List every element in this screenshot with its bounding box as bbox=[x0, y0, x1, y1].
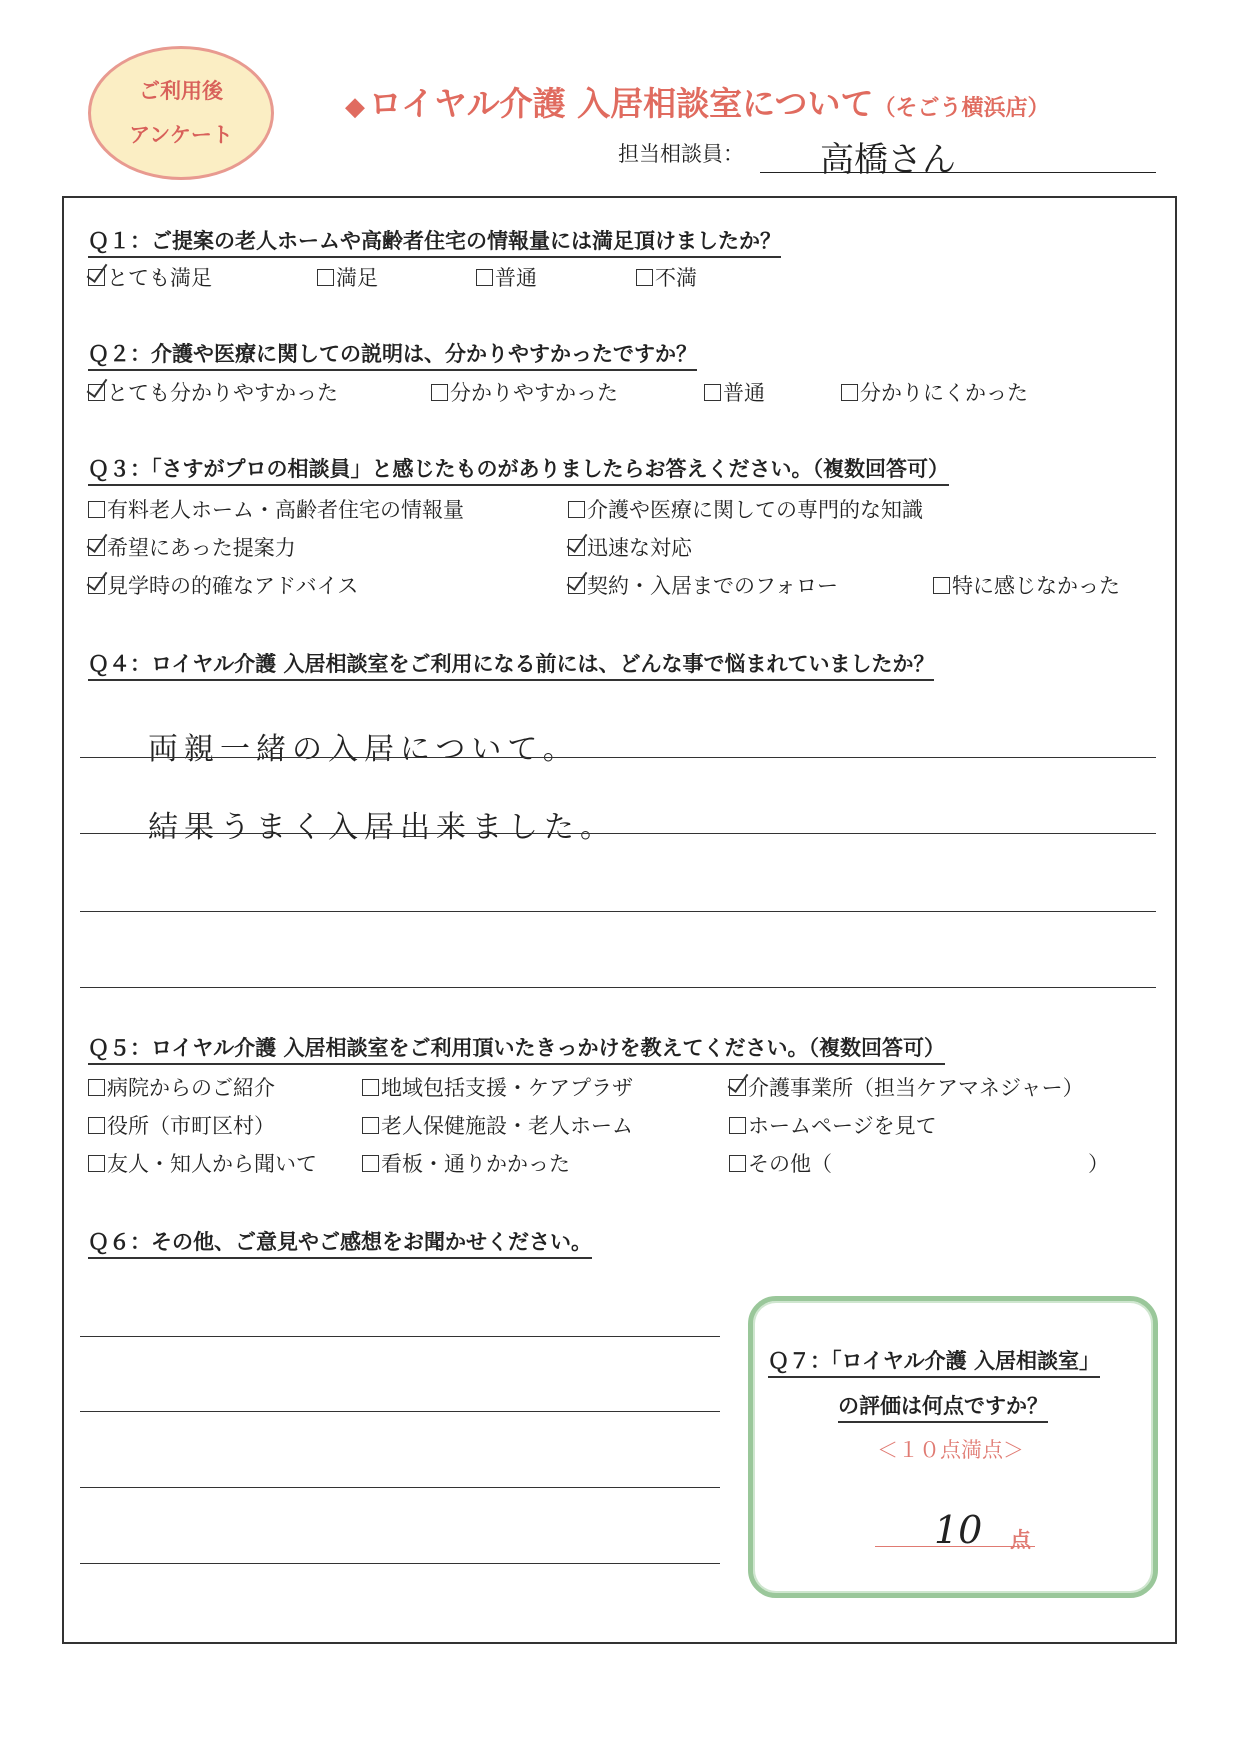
page-title bbox=[345, 78, 1050, 125]
checkbox-checked-icon bbox=[88, 577, 105, 594]
q7-question-line2: の評価は何点ですか？ bbox=[838, 1390, 1048, 1423]
checkbox-icon bbox=[362, 1155, 379, 1172]
q4-question: Ｑ４：ロイヤル介護 入居相談室をご利用になる前には、どんな事で悩まれていましたか？ bbox=[88, 648, 934, 681]
checkbox-icon bbox=[933, 577, 950, 594]
q1-question: Ｑ１：ご提案の老人ホームや高齢者住宅の情報量には満足頂けましたか？ bbox=[88, 225, 781, 258]
q1-option-normal[interactable]: 普通 bbox=[476, 262, 537, 292]
checkbox-checked-icon bbox=[729, 1079, 746, 1096]
q5-option-city-office[interactable]: 役所（市町区村） bbox=[88, 1110, 275, 1140]
checkbox-icon bbox=[88, 1155, 105, 1172]
survey-badge bbox=[88, 46, 274, 180]
q7-score-unit: 点 bbox=[1010, 1528, 1031, 1552]
title-subtitle: （そごう横浜店） bbox=[873, 96, 1050, 121]
q2-option-unclear[interactable]: 分かりにくかった bbox=[841, 377, 1028, 407]
q7-score-underline bbox=[875, 1546, 1035, 1547]
q6-write-line bbox=[80, 1487, 720, 1488]
q4-write-line bbox=[80, 833, 1156, 834]
q6-write-line bbox=[80, 1563, 720, 1564]
q5-option-signboard[interactable]: 看板・通りかかった bbox=[362, 1148, 570, 1178]
q1-option-satisfied[interactable]: 満足 bbox=[317, 262, 378, 292]
checkbox-icon bbox=[636, 269, 653, 286]
q5-option-care-office[interactable]: 介護事業所（担当ケアマネジャー） bbox=[729, 1072, 1084, 1102]
checkbox-icon bbox=[729, 1155, 746, 1172]
q4-write-line bbox=[80, 757, 1156, 758]
q5-option-care-facility[interactable]: 老人保健施設・老人ホーム bbox=[362, 1110, 633, 1140]
q2-option-very-clear[interactable]: とても分かりやすかった bbox=[88, 377, 338, 407]
q3-option-expert-knowledge[interactable]: 介護や医療に関しての専門的な知識 bbox=[568, 494, 923, 524]
badge-line1: ご利用後 bbox=[139, 79, 223, 103]
q3-option-proposal[interactable]: 希望にあった提案力 bbox=[88, 532, 296, 562]
q6-write-line bbox=[80, 1336, 720, 1337]
badge-line2: アンケート bbox=[129, 123, 233, 147]
q3-option-quick-response[interactable]: 迅速な対応 bbox=[568, 532, 692, 562]
checkbox-checked-icon bbox=[88, 539, 105, 556]
checkbox-icon bbox=[729, 1117, 746, 1134]
diamond-icon: ◆ bbox=[345, 92, 365, 122]
q5-other-close: ） bbox=[1088, 1152, 1109, 1176]
q5-option-other[interactable]: その他（ bbox=[729, 1148, 832, 1178]
counselor-underline bbox=[760, 172, 1156, 173]
checkbox-icon bbox=[362, 1117, 379, 1134]
q7-score: 10 bbox=[934, 1508, 983, 1552]
checkbox-icon bbox=[317, 269, 334, 286]
q5-option-hospital[interactable]: 病院からのご紹介 bbox=[88, 1072, 275, 1102]
q1-option-dissatisfied[interactable]: 不満 bbox=[636, 262, 697, 292]
checkbox-checked-icon bbox=[88, 269, 105, 286]
q4-answer-line1: 両親一緒の入居について。 bbox=[148, 732, 579, 767]
checkbox-checked-icon bbox=[88, 384, 105, 401]
q7-question-line1: Ｑ７：「ロイヤル介護 入居相談室」 bbox=[768, 1345, 1100, 1378]
checkbox-icon bbox=[88, 1079, 105, 1096]
q5-question: Ｑ５：ロイヤル介護 入居相談室をご利用頂いたきっかけを教えてください。（複数回答可） bbox=[88, 1032, 945, 1065]
checkbox-checked-icon bbox=[568, 577, 585, 594]
checkbox-icon bbox=[362, 1079, 379, 1096]
q4-write-line bbox=[80, 911, 1156, 912]
checkbox-icon bbox=[704, 384, 721, 401]
q7-max-note: ＜１０点満点＞ bbox=[877, 1438, 1024, 1462]
q2-question: Ｑ２：介護や医療に関しての説明は、分かりやすかったですか？ bbox=[88, 338, 697, 371]
q1-option-very-satisfied[interactable]: とても満足 bbox=[88, 262, 212, 292]
checkbox-icon bbox=[841, 384, 858, 401]
counselor-label: 担当相談員： bbox=[618, 142, 744, 166]
q3-option-info-volume[interactable]: 有料老人ホーム・高齢者住宅の情報量 bbox=[88, 494, 464, 524]
q5-option-homepage[interactable]: ホームページを見て bbox=[729, 1110, 937, 1140]
q3-option-visit-advice[interactable]: 見学時の的確なアドバイス bbox=[88, 570, 358, 600]
q6-question: Ｑ６：その他、ご意見やご感想をお聞かせください。 bbox=[88, 1226, 592, 1259]
checkbox-checked-icon bbox=[568, 539, 585, 556]
q4-answer-line2: 結果うまく入居出来ました。 bbox=[148, 810, 616, 845]
checkbox-icon bbox=[568, 501, 585, 518]
title-main: ロイヤル介護 入居相談室について bbox=[369, 84, 874, 123]
q2-option-clear[interactable]: 分かりやすかった bbox=[431, 377, 618, 407]
q3-question: Ｑ３：「さすがプロの相談員」と感じたものがありましたらお答えください。（複数回答可） bbox=[88, 453, 949, 486]
counselor-name: 高橋さん bbox=[820, 140, 956, 180]
q3-option-follow-up[interactable]: 契約・入居までのフォロー bbox=[568, 570, 838, 600]
checkbox-icon bbox=[88, 1117, 105, 1134]
q5-option-friend[interactable]: 友人・知人から聞いて bbox=[88, 1148, 317, 1178]
checkbox-icon bbox=[431, 384, 448, 401]
q3-option-none[interactable]: 特に感じなかった bbox=[933, 570, 1120, 600]
checkbox-icon bbox=[88, 501, 105, 518]
q2-option-normal[interactable]: 普通 bbox=[704, 377, 765, 407]
q5-option-community-support[interactable]: 地域包括支援・ケアプラザ bbox=[362, 1072, 633, 1102]
checkbox-icon bbox=[476, 269, 493, 286]
q4-write-line bbox=[80, 987, 1156, 988]
q6-write-line bbox=[80, 1411, 720, 1412]
